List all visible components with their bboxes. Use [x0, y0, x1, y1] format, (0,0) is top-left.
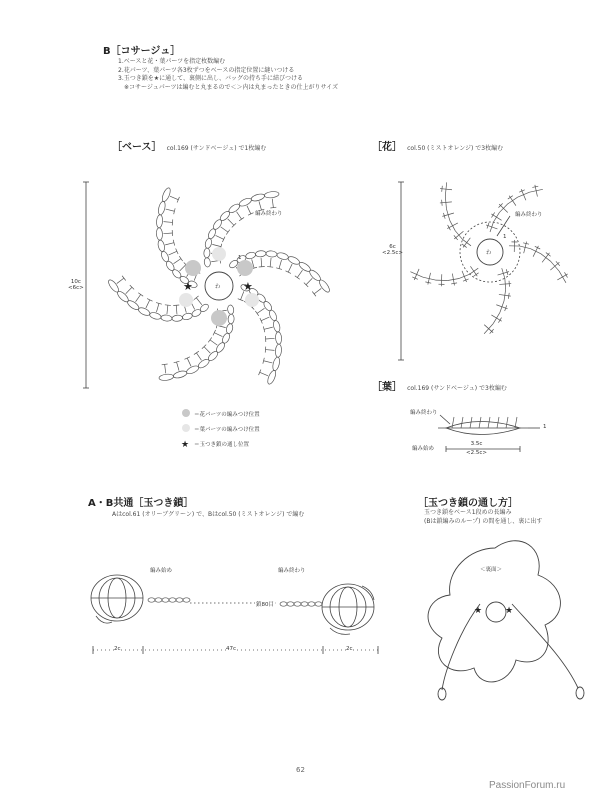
chain-count: 鎖80目: [256, 602, 274, 608]
base-center-label: わ: [215, 284, 221, 290]
chain-link: [176, 598, 183, 602]
tall-stitch-top: [312, 291, 316, 296]
tall-stitch-top: [184, 357, 189, 360]
tall-stitch-top: [172, 219, 173, 225]
tall-stitch-top: [285, 271, 290, 274]
leaf-dot: [212, 247, 226, 261]
flower-title: ［花］: [372, 142, 402, 153]
base-subtitle: col.169 (サンドベージュ) で1枚編む: [166, 145, 267, 152]
base-size-finished: <6c>: [68, 285, 84, 291]
chain-stitch: [156, 215, 163, 229]
chain-start-label: 編み始め: [150, 568, 173, 574]
chain-stitch: [245, 251, 256, 259]
chain-stitch: [204, 248, 211, 258]
base-end-label: 編み終わり: [255, 211, 283, 217]
tall-stitch: [228, 219, 234, 225]
chain-dim-left: 2c: [114, 646, 121, 652]
flower-size: 6c: [389, 244, 396, 250]
tall-stitch: [126, 287, 132, 293]
instruction-step-1: 1.ベースと花・葉パーツを指定枚数編む: [118, 58, 226, 65]
star-icon: ★: [505, 606, 514, 616]
legend-leaf-dot: [182, 424, 190, 432]
tall-stitch-top: [208, 337, 212, 342]
tall-stitch-top: [255, 311, 258, 316]
chain-stitch: [160, 250, 170, 263]
chain-stitch: [266, 369, 277, 385]
leaf-dot: [245, 293, 259, 307]
chain-stitch: [255, 250, 266, 257]
bead-end-right: [576, 687, 584, 699]
tall-stitch: [247, 206, 251, 214]
leaf-size-label: [466, 441, 487, 456]
chain-link: [162, 598, 169, 602]
tall-stitch: [169, 251, 177, 255]
flower-size-label: [382, 244, 403, 256]
tall-stitch: [260, 372, 268, 375]
chain-stitch: [238, 197, 252, 208]
chain-stitch: [272, 356, 281, 371]
tall-stitch: [272, 199, 273, 208]
tall-stitch: [187, 358, 191, 366]
flower-stitch-x: [508, 196, 513, 199]
flower-stitch-x: [442, 200, 443, 206]
leaf-start-label: 編み始め: [412, 446, 435, 452]
leaf-stitch: [488, 417, 490, 428]
flower-stitch-x: [474, 273, 479, 276]
tall-stitch: [163, 233, 172, 234]
chain-right: [512, 604, 578, 688]
chain-stitch: [161, 314, 173, 321]
flower-stitch-x: [546, 253, 551, 257]
chain-link: [155, 598, 162, 602]
chain-stitch: [266, 250, 278, 257]
flower-dot: [237, 260, 253, 276]
star-icon: ★: [243, 280, 253, 293]
flower-stitch-x: [498, 318, 501, 323]
tall-stitch: [204, 347, 210, 353]
thread-instructions: [424, 509, 542, 526]
tall-stitch: [264, 361, 273, 363]
legend-star: ＝玉つき鎖の通し位置: [194, 442, 250, 448]
chain-dim-mid: 47c: [226, 646, 237, 652]
star-icon: ★: [183, 280, 193, 293]
tall-stitch: [177, 362, 179, 371]
tall-stitch: [221, 227, 228, 232]
tall-stitch: [167, 305, 168, 314]
chain-end-label: 編み終わり: [278, 568, 306, 574]
chain-link: [294, 602, 301, 606]
leaf-subtitle: col.169 (サンドベージュ) で3枚編む: [407, 385, 507, 392]
tall-stitch: [237, 212, 242, 219]
tall-stitch-top: [179, 256, 182, 261]
chain-link: [287, 602, 294, 606]
tall-stitch: [136, 294, 141, 301]
legend-flower: ＝花パーツの編みつけ位置: [194, 412, 260, 418]
chain-stitch: [275, 344, 282, 358]
tall-stitch: [257, 308, 264, 313]
tall-stitch: [279, 260, 281, 269]
tall-stitch-top: [267, 267, 273, 268]
flower-subtitle: col.50 (ミストオレンジ) で3枚編む: [407, 145, 504, 152]
flower-dot: [211, 310, 227, 326]
instruction-note: ※コサージュパーツは編むと丸まるので＜＞内は丸まったときの仕上がりサイズ: [124, 83, 339, 91]
tall-stitch: [314, 288, 321, 293]
chain-dim-right: 2c: [346, 646, 353, 652]
tall-stitch-top: [226, 230, 230, 235]
chain-stitch: [185, 364, 199, 375]
leaf-ticks: [452, 417, 517, 428]
legend-flower-dot: [182, 409, 190, 417]
chain-stitch: [107, 278, 121, 293]
leaf-stitch: [479, 417, 481, 428]
chain-stitch: [318, 278, 332, 293]
watermark: PassionForum.ru: [489, 780, 566, 791]
chain-stitch: [149, 311, 162, 320]
chain-stitch: [268, 309, 278, 322]
tall-stitch: [288, 264, 292, 272]
tall-stitch: [261, 317, 269, 321]
leaf-stitch: [452, 417, 454, 428]
flower-stitch-x: [442, 186, 443, 192]
flower-stitch-x: [508, 293, 509, 299]
flower-center-label: わ: [486, 250, 492, 256]
section-b-title: B［コサージュ］: [103, 46, 181, 57]
flower-stitch-x: [462, 244, 467, 248]
tall-stitch: [264, 327, 273, 329]
chain-diagram: [91, 575, 378, 654]
base-title: ［ベース］: [112, 142, 162, 153]
tall-stitch: [180, 265, 186, 271]
flower-outline: [428, 541, 560, 682]
leaf-row-number: 1: [543, 424, 547, 430]
chain-stitch: [276, 252, 289, 261]
tall-stitch-top: [213, 330, 216, 335]
chain-stitch: [182, 312, 193, 320]
tall-stitch: [214, 333, 222, 337]
tall-stitch: [165, 243, 174, 245]
leaf-size: 3.5c: [470, 441, 483, 447]
flower-end-label: 編み終わり: [515, 212, 543, 218]
chain-stitch: [272, 320, 281, 333]
base-row-number: 1: [238, 255, 242, 261]
chain-link: [169, 598, 176, 602]
flower-stitch-x: [448, 225, 451, 230]
tall-stitch-top: [295, 276, 300, 279]
tall-stitch-top: [222, 237, 225, 242]
thread-title: ［玉つき鎖の通し方］: [418, 498, 518, 509]
leaf-end-label: 編み終わり: [410, 410, 438, 416]
chain-stitch: [159, 373, 174, 381]
flower-stitch-x: [491, 212, 494, 217]
chain-stitch: [227, 305, 234, 315]
chain-stitch: [250, 193, 265, 203]
tall-stitch: [170, 196, 178, 199]
tall-stitch-top: [138, 293, 143, 296]
leaf-stitch: [461, 417, 463, 428]
tall-stitch: [196, 353, 201, 360]
tall-stitch: [261, 258, 262, 267]
thread-back-label: ＜裏面＞: [480, 567, 503, 573]
flower-heading: [372, 135, 503, 154]
flower-stitch-x: [564, 272, 567, 277]
flower-row-number: 1: [503, 234, 507, 240]
tall-stitch: [146, 300, 150, 308]
leaf-stitch: [506, 417, 508, 428]
flower-stitch-x: [535, 246, 540, 249]
instruction-step-3: 3.玉つき鎖を★に通して、裏側に出し、バッグの持ち手に結びつける: [118, 75, 303, 82]
flower-stitch-x: [454, 235, 458, 240]
tall-stitch: [196, 298, 202, 305]
tall-stitch: [156, 303, 158, 312]
instruction-step-2: 2.花パーツ、葉パーツ各3枚ずつをベースの指定位置に縫いつける: [118, 66, 295, 74]
tall-stitch: [216, 235, 224, 239]
legend-star-icon: ★: [181, 440, 190, 450]
tall-stitch-top: [194, 351, 199, 354]
star-icon: ★: [474, 606, 483, 616]
chain-stitch: [264, 191, 279, 199]
chain-stitch: [156, 228, 163, 241]
thread-diagram: [428, 541, 584, 700]
chain-link: [301, 602, 308, 606]
flower-diagram: [398, 182, 520, 360]
tall-stitch: [210, 340, 217, 345]
tall-stitch-top: [265, 347, 266, 353]
arrow-curve-left: [96, 616, 112, 623]
tall-stitch: [164, 222, 173, 223]
tall-stitch: [174, 259, 181, 264]
chain-stitch: [199, 303, 210, 313]
thread-line-1: 玉つき鎖をベース1段めの長編み: [424, 509, 512, 516]
flower-size-finished: <2.5c>: [382, 250, 403, 256]
page-number: 62: [296, 766, 305, 774]
tall-stitch-top: [162, 364, 168, 365]
tall-stitch: [306, 278, 312, 284]
chain-stitch: [157, 201, 166, 216]
chain-stitch: [225, 323, 233, 334]
tall-stitch: [117, 278, 124, 283]
tall-stitch-top: [122, 276, 126, 281]
tall-stitch: [270, 258, 271, 267]
chain-left: [442, 604, 483, 690]
chain-stitch: [228, 314, 235, 324]
thread-line-2: (Bは鎖編みのループ) の間を通し、裏に出す: [424, 517, 543, 525]
chain-link: [280, 602, 287, 606]
flower-dot: [185, 260, 201, 276]
tall-stitch-top: [194, 296, 199, 300]
leaf-size-finished: <2.5c>: [466, 450, 487, 456]
leaf-heading: [372, 375, 507, 394]
chain-stitch: [275, 332, 282, 345]
tall-stitch-top: [239, 217, 244, 220]
chain-stitch: [172, 315, 183, 322]
chain-subtitle: Aはcol.61 (オリーブグリーン) で、Bはcol.50 (ミストオレンジ) で編む: [112, 511, 305, 518]
chain-link: [308, 602, 315, 606]
thread-center: [486, 602, 506, 622]
chain-stitch: [173, 370, 188, 380]
chain-link: [183, 598, 190, 602]
chain-title: A・B共通［玉つき鎖］: [88, 498, 194, 509]
tall-stitch-top: [165, 305, 171, 306]
chain-stitch: [204, 238, 212, 249]
legend-leaf: ＝葉パーツの編みつけ位置: [194, 427, 260, 433]
chain-link: [148, 598, 155, 602]
tall-stitch-top: [248, 213, 253, 216]
base-size: 10c: [70, 279, 81, 285]
tall-stitch: [297, 270, 302, 277]
chain-stitch: [161, 187, 172, 203]
base-size-label: [68, 279, 84, 291]
tall-stitch-top: [270, 207, 276, 208]
tall-stitch: [265, 350, 274, 351]
chain-stitch: [204, 257, 211, 267]
chain-link: [315, 602, 322, 606]
leaf-dot: [179, 293, 193, 307]
chain-stitch: [157, 239, 166, 252]
tall-stitch: [212, 244, 221, 246]
tall-stitch: [165, 364, 166, 373]
leaf-title: ［葉］: [372, 382, 402, 393]
tall-stitch: [166, 209, 175, 211]
chain-links: [148, 598, 322, 606]
tall-stitch: [266, 338, 275, 339]
tall-stitch-top: [147, 299, 152, 302]
tall-stitch: [176, 305, 177, 314]
